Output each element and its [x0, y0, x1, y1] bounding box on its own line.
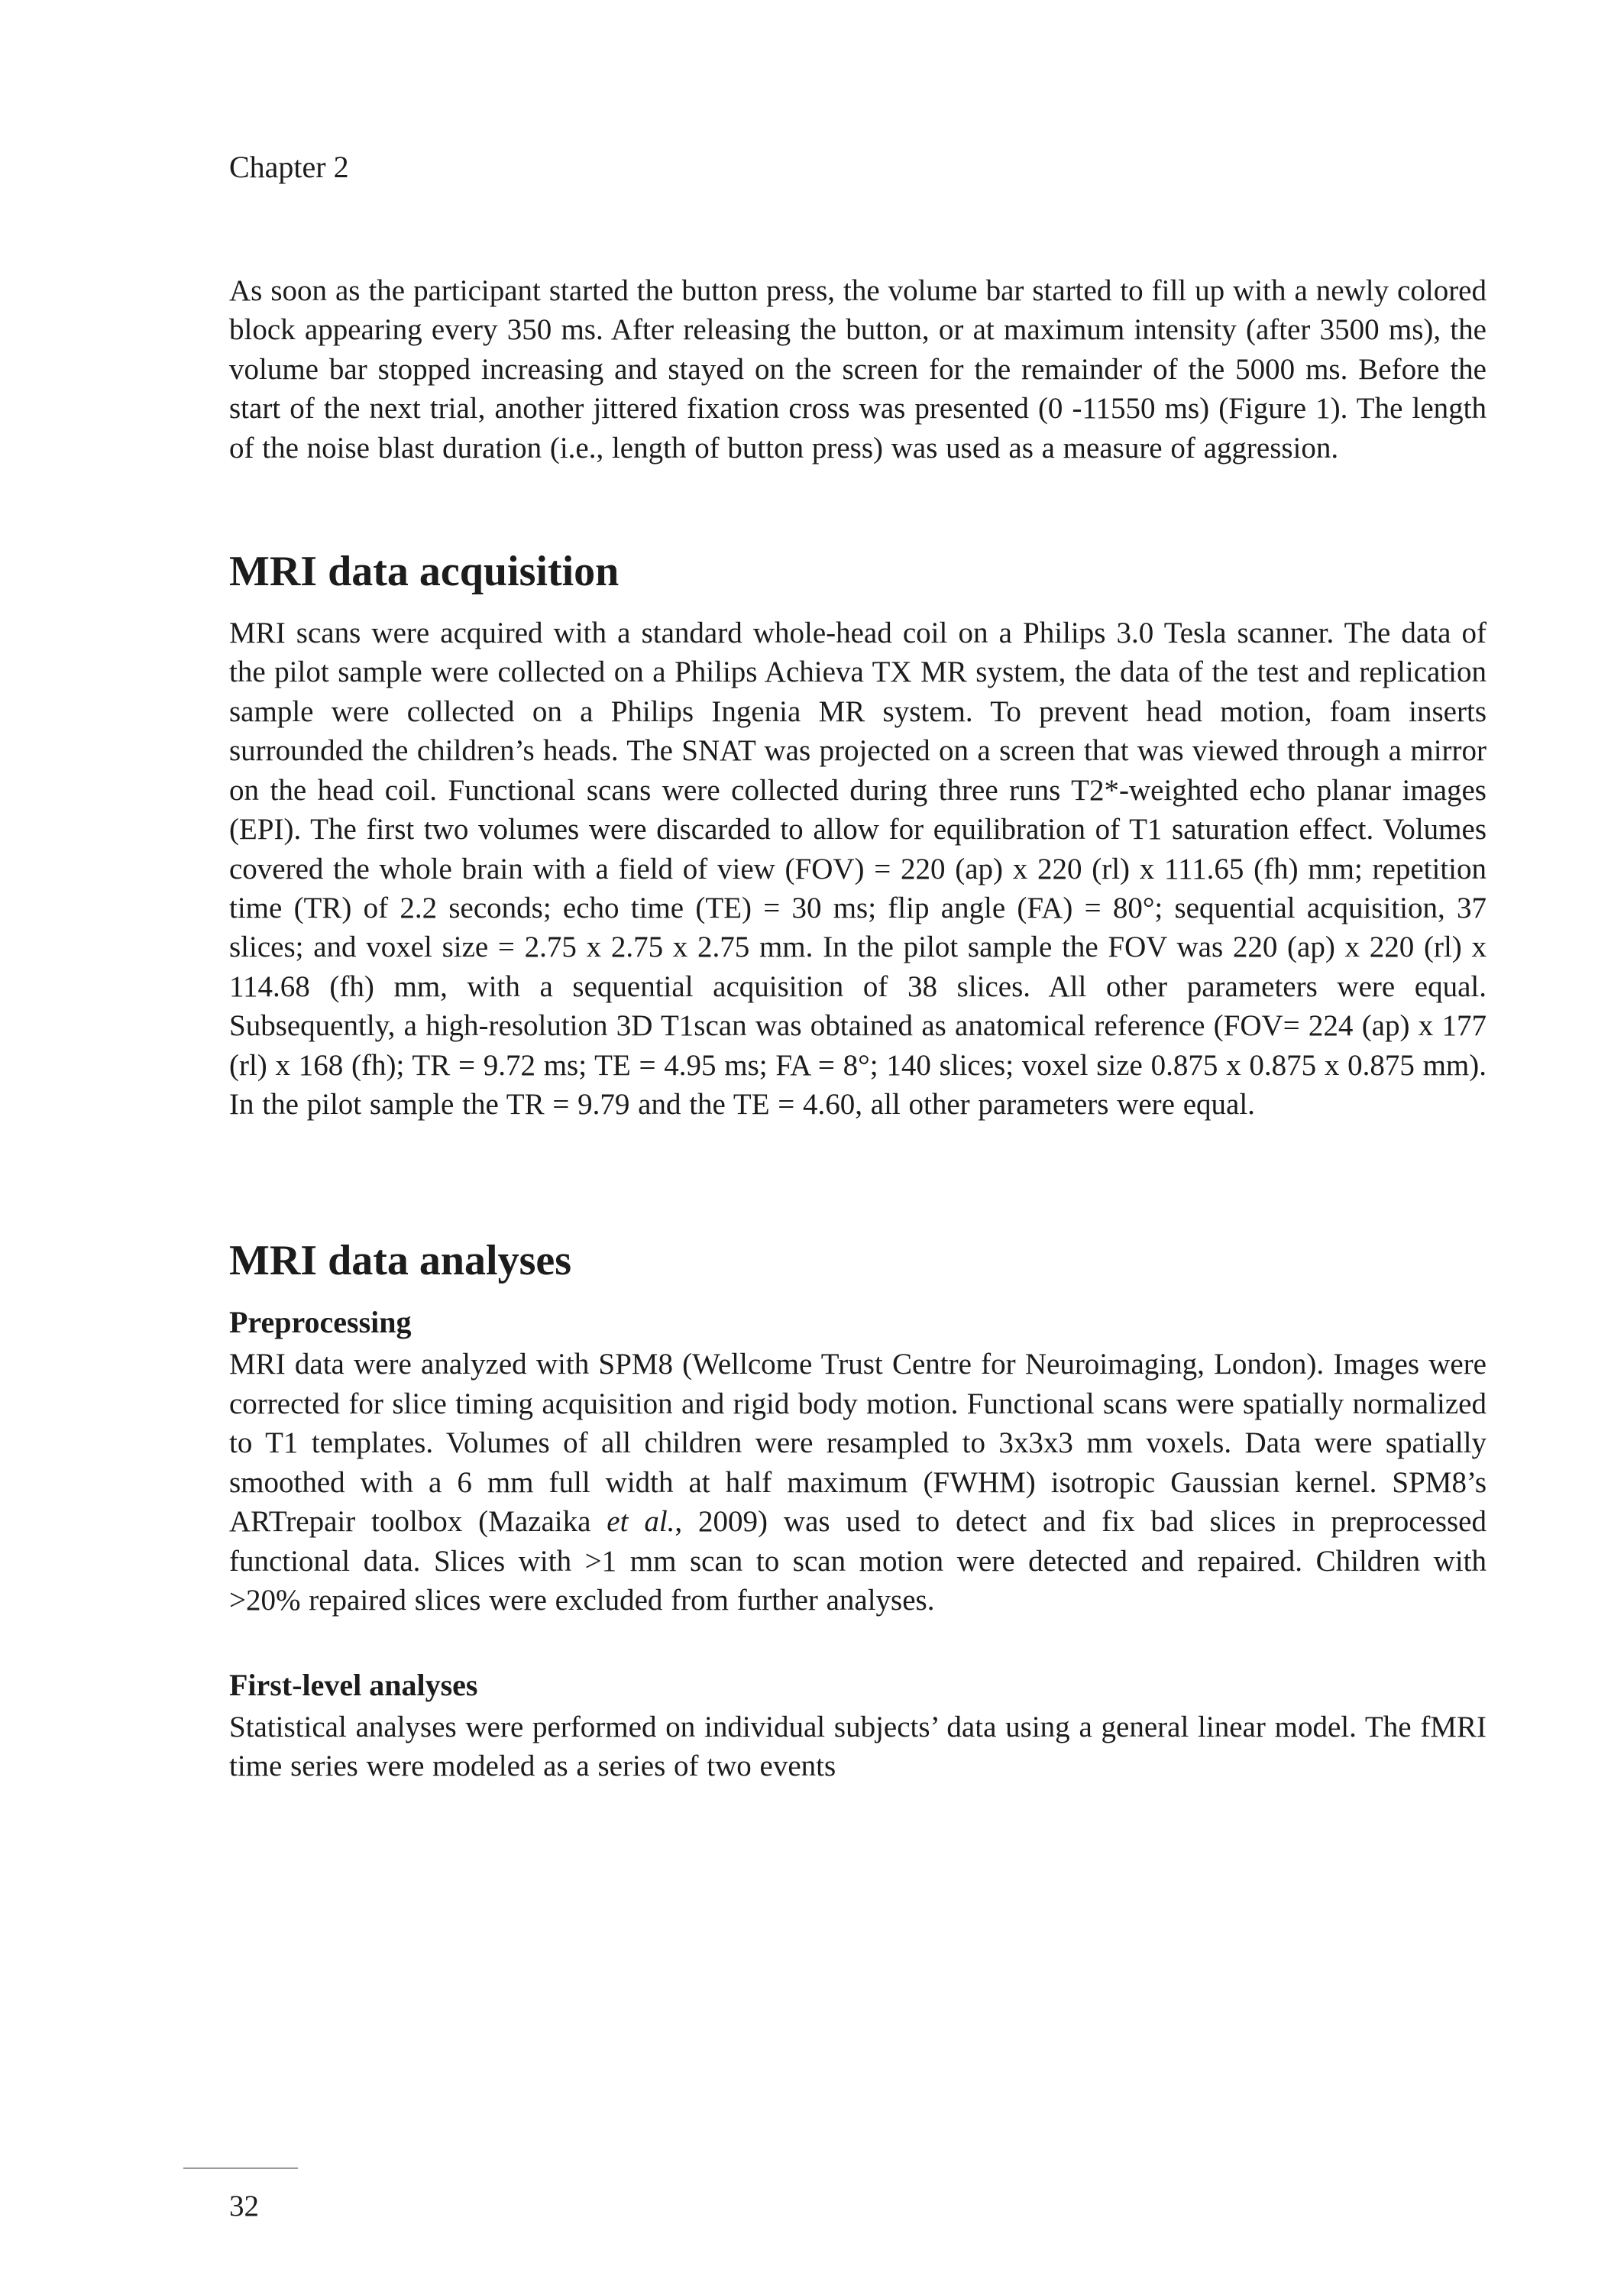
- page-number: 32: [229, 2190, 259, 2223]
- preprocessing-text-after-italic: , 2009) was used to detect and fix bad slices in preprocessed functional data. Slices with >1 mm scan to scan motion were detected and repaired. Children with >20% repaired slices were excluded from further analyses.: [229, 1505, 1487, 1617]
- page-footer: [0, 2167, 1624, 2225]
- chapter-header: [229, 149, 1487, 186]
- footer-rule-divider: [183, 2167, 298, 2169]
- preprocessing-paragraph: [229, 1345, 1487, 1620]
- et-al-citation-italic: et al.: [607, 1505, 675, 1539]
- intro-paragraph: As soon as the participant started the button press, the volume bar started to fill up with a newly colored block appearing every 350 ms. After releasing the button, or at maximum intensity (after 3500 ms), the volume bar stopped increasing and stayed on the screen for the remainder of the 5000 ms. Before the start of the next trial, another jittered fixation cross was presented (0 -11550 ms) (Figure 1). The length of the noise blast duration (i.e., length of button press) was used as a measure of aggression.: [229, 274, 1487, 465]
- preprocessing-text-before-italic: MRI data were analyzed with SPM8 (Wellcome Trust Centre for Neuroimaging, London). Images were corrected for slice timing acquisition and rigid body motion. Functional scans were spatially normalized to T1 templates. Volumes of all children were resampled to 3x3x3 mm voxels. Data were spatially smoothed with a 6 mm full width at half maximum (FWHM) isotropic Gaussian kernel. SPM8’s ARTrepair toolbox (Mazaika: [229, 1348, 1487, 1539]
- section-title-mri-data-acquisition: MRI data acquisition: [229, 548, 620, 596]
- acquisition-paragraph: MRI scans were acquired with a standard whole-head coil on a Philips 3.0 Tesla scanner. The data of the pilot sample were collected on a Philips Achieva TX MR system, the data of the test and replication sample were collected on a Philips Ingenia MR system. To prevent head motion, foam inserts surrounded the children’s heads. The SNAT was projected on a screen that was viewed through a mirror on the head coil. Functional scans were collected during three runs T2*-weighted echo planar images (EPI). The first two volumes were discarded to allow for equilibration of T1 saturation effect. Volumes covered the whole brain with a field of view (FOV) = 220 (ap) x 220 (rl) x 111.65 (fh) mm; repetition time (TR) of 2.2 seconds; echo time (TE) = 30 ms; flip angle (FA) = 80°; sequential acquisition, 37 slices; and voxel size = 2.75 x 2.75 x 2.75 mm. In the pilot sample the FOV was 220 (ap) x 220 (rl) x 114.68 (fh) mm, with a sequential acquisition of 38 slices. All other parameters were equal. Subsequently, a high-resolution 3D T1scan was obtained as anatomical reference (FOV= 224 (ap) x 177 (rl) x 168 (fh); TR = 9.72 ms; TE = 4.95 ms; FA = 8°; 140 slices; voxel size 0.875 x 0.875 x 0.875 mm). In the pilot sample the TR = 9.79 and the TE = 4.60, all other parameters were equal.: [229, 616, 1487, 1122]
- subsection-title-preprocessing: Preprocessing: [229, 1305, 412, 1340]
- subsection-title-first-level-analyses: First-level analyses: [229, 1667, 478, 1702]
- section-title-mri-data-analyses: MRI data analyses: [229, 1236, 572, 1284]
- page-content: [229, 271, 1487, 1785]
- first-level-paragraph: Statistical analyses were performed on individual subjects’ data using a general linear model. The fMRI time series were modeled as a series of two events: [229, 1710, 1487, 1782]
- chapter-header-label: Chapter 2: [229, 150, 349, 184]
